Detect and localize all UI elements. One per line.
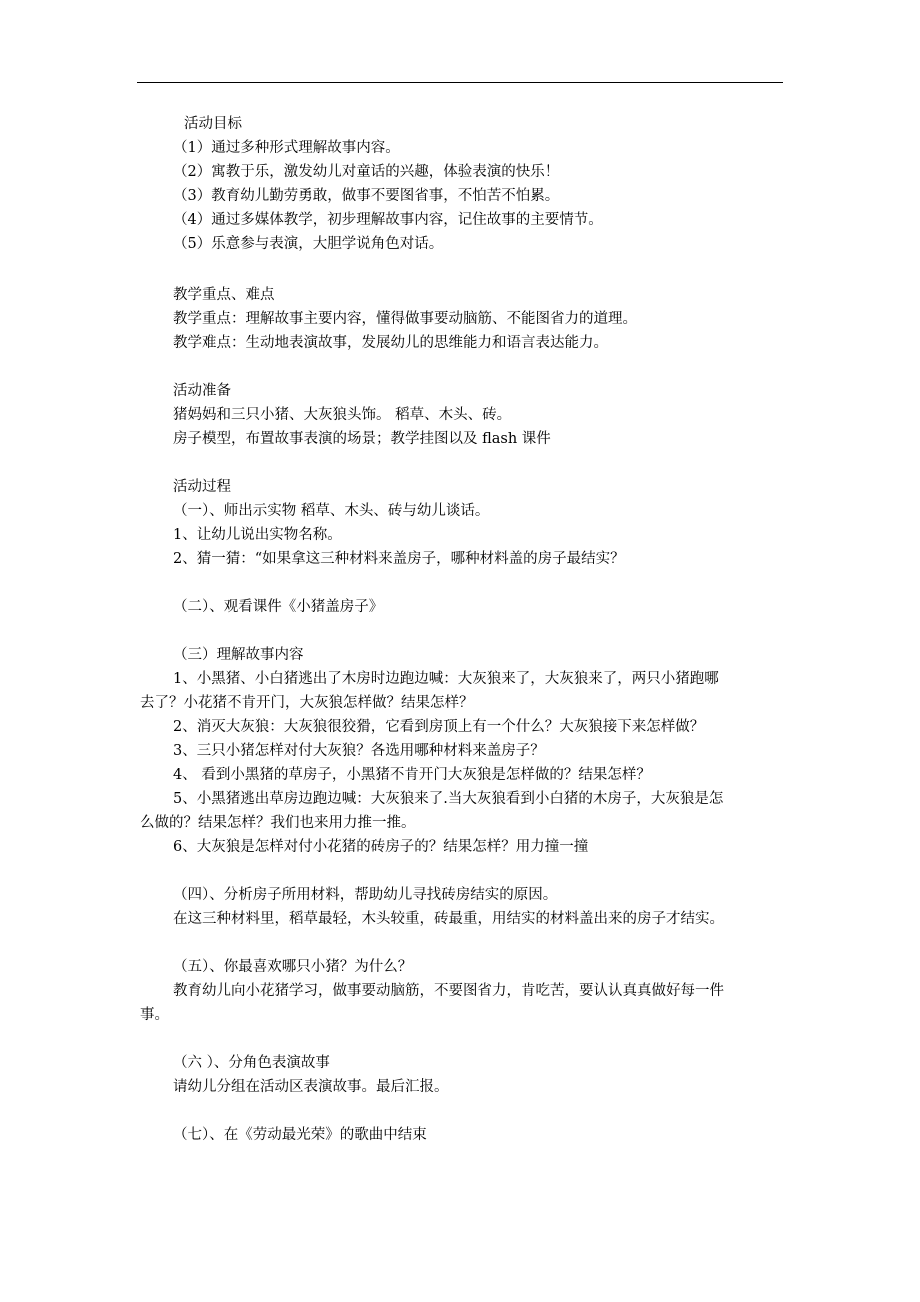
question-1-line-2: 去了？小花猪不肯开门，大灰狼怎样做？结果怎样？	[140, 695, 474, 711]
process-heading: 活动过程	[173, 479, 231, 495]
question-2: 2、消灭大灰狼：大灰狼很狡猾，它看到房顶上有一个什么？大灰狼接下来怎样做？	[173, 719, 705, 735]
focus-key: 教学重点：理解故事主要内容，懂得做事要动脑筋、不能图省力的道理。	[173, 311, 637, 327]
process-step-4-text: 在这三种材料里，稻草最轻，木头较重，砖最重，用结实的材料盖出来的房子才结实。	[173, 911, 724, 927]
process-step-5-line-2: 事。	[140, 1007, 169, 1023]
prep-heading: 活动准备	[173, 383, 231, 399]
goal-item-1: （1）通过多种形式理解故事内容。	[173, 140, 400, 156]
process-step-5: （五）、你最喜欢哪只小猪？为什么？	[173, 959, 413, 975]
process-step-7: （七）、在《劳动最光荣》的歌曲中结束	[173, 1127, 427, 1143]
process-step-2: （二）、观看课件《小猪盖房子》	[173, 599, 384, 615]
question-3: 3、三只小猪怎样对付大灰狼？各选用哪种材料来盖房子？	[173, 743, 545, 759]
process-step-4: （四）、分析房子所用材料，帮助幼儿寻找砖房结实的原因。	[173, 887, 558, 903]
header-rule	[137, 82, 783, 83]
process-step-5-line-1: 教育幼儿向小花猪学习，做事要动脑筋，不要图省力，肯吃苦，要认认真真做好每一件	[173, 983, 724, 999]
question-5-line-1: 5、小黑猪逃出草房边跑边喊：大灰狼来了.当大灰狼看到小白猪的木房子，大灰狼是怎	[173, 791, 724, 807]
process-step-6-text: 请幼儿分组在活动区表演故事。最后汇报。	[173, 1079, 449, 1095]
process-step-6: （六 ）、分角色表演故事	[173, 1055, 330, 1071]
goal-item-3: （3）教育幼儿勤劳勇敢，做事不要图省事，不怕苦不怕累。	[173, 188, 560, 204]
process-step-1-a: 1、让幼儿说出实物名称。	[173, 527, 342, 543]
process-step-1-b: 2、猜一猜：“如果拿这三种材料来盖房子，哪种材料盖的房子最结实？	[173, 551, 625, 567]
prep-line-2: 房子模型，布置故事表演的场景；教学挂图以及 flash 课件	[173, 431, 551, 447]
focus-heading: 教学重点、难点	[173, 287, 275, 303]
process-step-1: （一）、师出示实物 稻草、木头、砖与幼儿谈话。	[173, 503, 490, 519]
process-step-3: （三）理解故事内容	[173, 647, 304, 663]
prep-line-1: 猪妈妈和三只小猪、大灰狼头饰。 稻草、木头、砖。	[173, 407, 512, 423]
question-6: 6、大灰狼是怎样对付小花猪的砖房子的？结果怎样？用力撞一撞	[173, 839, 589, 855]
focus-difficulty: 教学难点：生动地表演故事，发展幼儿的思维能力和语言表达能力。	[173, 335, 608, 351]
question-5-line-2: 么做的？结果怎样？我们也来用力推一推。	[140, 815, 416, 831]
goal-item-5: （5）乐意参与表演，大胆学说角色对话。	[173, 236, 444, 252]
goals-heading: 活动目标	[184, 116, 242, 132]
goal-item-4: （4）通过多媒体教学，初步理解故事内容，记住故事的主要情节。	[173, 212, 603, 228]
goal-item-2: （2）寓教于乐，激发幼儿对童话的兴趣，体验表演的快乐！	[173, 164, 560, 180]
question-4: 4、 看到小黑猪的草房子，小黑猪不肯开门大灰狼是怎样做的？结果怎样？	[173, 767, 651, 783]
question-1-line-1: 1、小黑猪、小白猪逃出了木房时边跑边喊：大灰狼来了，大灰狼来了，两只小猪跑哪	[173, 671, 719, 687]
